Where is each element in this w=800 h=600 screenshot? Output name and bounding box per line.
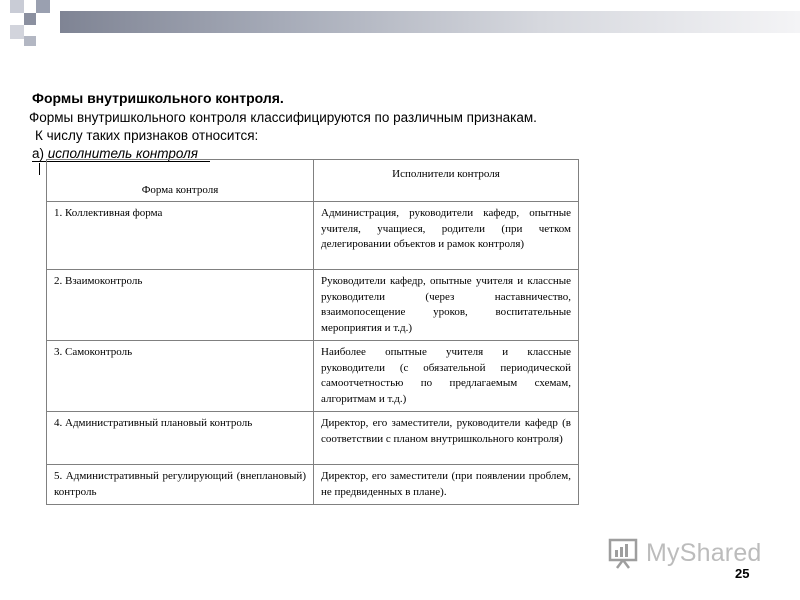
decor-square [36,0,50,13]
table-row [47,465,579,505]
table-row [47,270,579,341]
executors-cell: Директор, его заместители, руководители кафедр (в соответствии с планом внутришкольного контроля) [314,412,579,465]
column-header-form: Форма контроля [47,160,314,202]
text-cursor-mark [39,163,40,175]
slide-title: Формы внутришкольного контроля. [32,90,284,106]
table-row [47,412,579,465]
form-cell: 5. Административный регулирующий (внеплановый) контроль [47,465,314,505]
logo-text: MyShared [646,539,762,567]
executors-cell: Руководители кафедр, опытные учителя и классные руководители (через наставничество, взаимопосещение уроков, воспитательные мероприятия и т.д.) [314,270,579,341]
decor-square [10,0,24,13]
table-row [47,202,579,270]
control-forms-table [46,159,579,505]
page-number: 25 [735,566,750,581]
criterion-label: исполнитель контроля [47,146,198,161]
table-header-row [47,160,579,202]
executors-cell: Администрация, руководители кафедр, опытные учителя, учащиеся, родители (при четком делегировании объектов и рамок контроля) [314,202,579,270]
executors-cell: Наиболее опытные учителя и классные руководители (с обязательной периодической самоотчетностью по предлагаемым схемам, алгоритмам и т.д.) [314,341,579,412]
form-cell: 1. Коллективная форма [47,202,314,270]
table-row [47,341,579,412]
criterion-prefix: а) [32,146,45,161]
intro-text: Формы внутришкольного контроля классифицируются по различным признакам. [29,110,537,125]
header-decoration [0,0,800,50]
column-header-executors: Исполнители контроля [314,160,579,202]
criteria-text: К числу таких признаков относится: [35,128,259,143]
decor-square [24,36,36,46]
header-gradient-bar [60,11,800,33]
form-cell: 2. Взаимоконтроль [47,270,314,341]
form-cell: 3. Самоконтроль [47,341,314,412]
chart-board-icon [608,536,644,570]
executors-cell: Директор, его заместители (при появлении проблем, не предвиденных в плане). [314,465,579,505]
form-cell: 4. Административный плановый контроль [47,412,314,465]
decor-square [10,25,24,39]
decor-square [24,13,36,25]
